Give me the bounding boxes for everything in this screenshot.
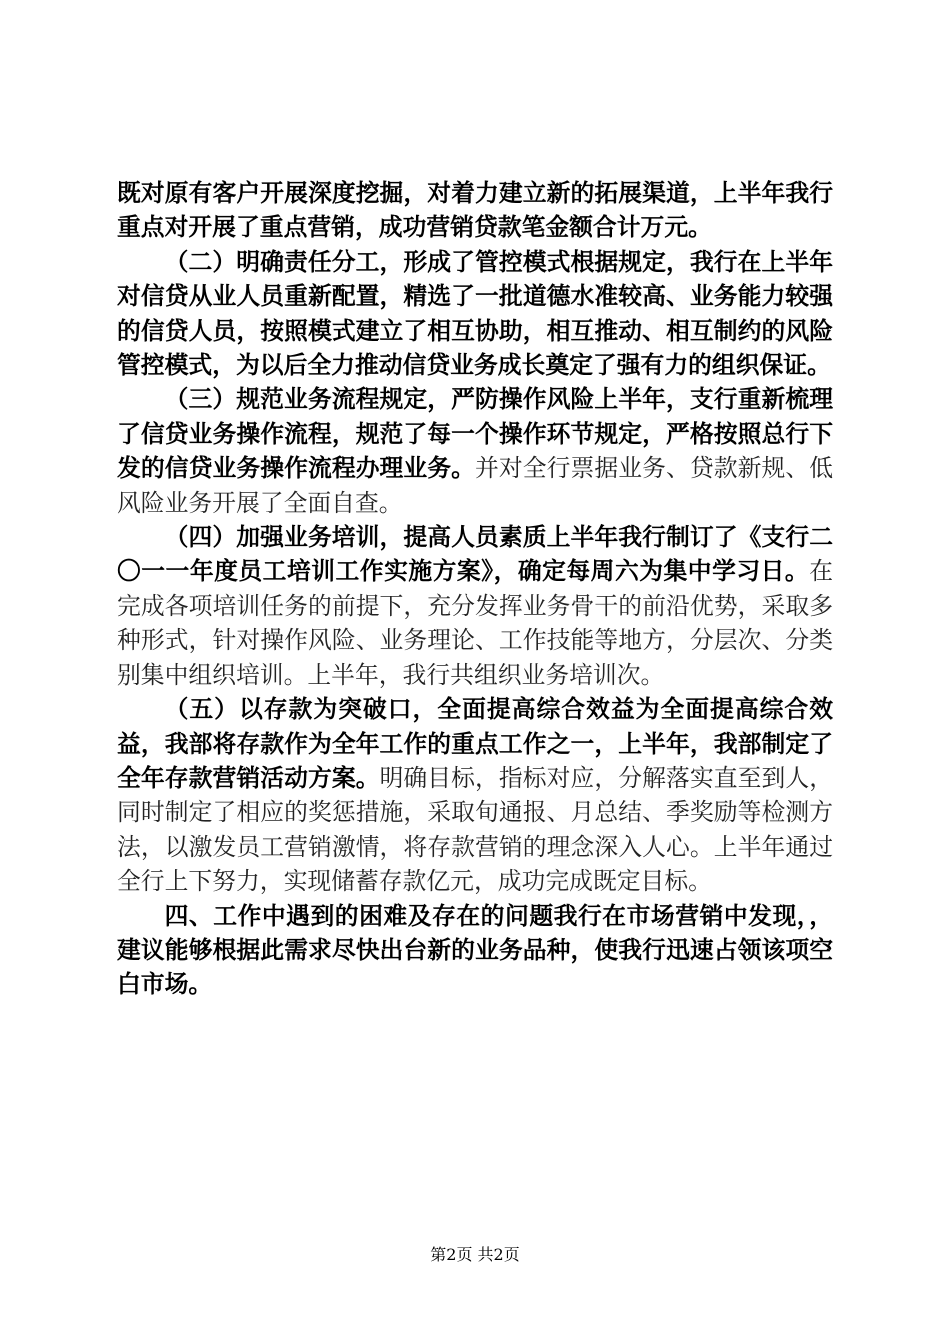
paragraph-3-regular-text: 并对全行票据业务、贷款新规、低风险业务开展了全面自查。: [117, 454, 834, 517]
paragraph-4-bold-text: （四）加强业务培训，提高人员素质上半年我行制订了《支行二〇一一年度员工培训工作实施方案》，确定每周六为集中学习日。: [117, 523, 833, 586]
paragraph-5: [117, 692, 833, 898]
paragraph-1: [117, 176, 833, 245]
paragraph-1-bold-text: 既对原有客户开展深度挖掘，对着力建立新的拓展渠道，上半年我行重点对开展了重点营销，成功营销贷款笔金额合计万元。: [117, 179, 833, 242]
paragraph-3: [117, 382, 833, 520]
paragraph-3-bold-text: （三）规范业务流程规定，严防操作风险上半年，支行重新梳理了信贷业务操作流程，规范了每一个操作环节规定，严格按照总行下发的信贷业务操作流程办理业务。: [117, 385, 833, 483]
paragraph-2-bold-text: （二）明确责任分工，形成了管控模式根据规定，我行在上半年对信贷从业人员重新配置，精选了一批道德水准较高、业务能力较强的信贷人员，按照模式建立了相互协助，相互推动、相互制约的风险管控模式，为以后全力推动信贷业务成长奠定了强有力的组织保证。: [117, 247, 833, 380]
paragraph-5-bold-text: （五）以存款为突破口，全面提高综合效益为全面提高综合效益，我部将存款作为全年工作的重点工作之一，上半年，我部制定了全年存款营销活动方案。: [117, 695, 833, 792]
paragraph-4-regular-text: 在完成各项培训任务的前提下，充分发挥业务骨干的前沿优势，采取多种形式，针对操作风险、业务理论、工作技能等地方，分层次、分类别集中组织培训。上半年，我行共组织业务培训次。: [117, 557, 833, 689]
paragraph-6-bold-text: 四、工作中遇到的困难及存在的问题我行在市场营销中发现，，建议能够根据此需求尽快出台新的业务品种，使我行迅速占领该项空白市场。: [117, 901, 833, 999]
page-footer: [0, 1245, 950, 1265]
paragraph-5-regular-text: 明确目标，指标对应，分解落实直至到人，同时制定了相应的奖惩措施，采取旬通报、月总结、季奖励等检测方法，以激发员工营销激情，将存款营销的理念深入人心。上半年通过全行上下努力，实现储蓄存款亿元，成功完成既定目标。: [117, 763, 834, 896]
paragraph-2: [117, 245, 833, 383]
page-number-label: 第2页 共2页: [430, 1245, 520, 1264]
paragraph-6: [117, 899, 833, 1002]
document-body: [117, 176, 833, 1002]
paragraph-4: [117, 520, 833, 692]
